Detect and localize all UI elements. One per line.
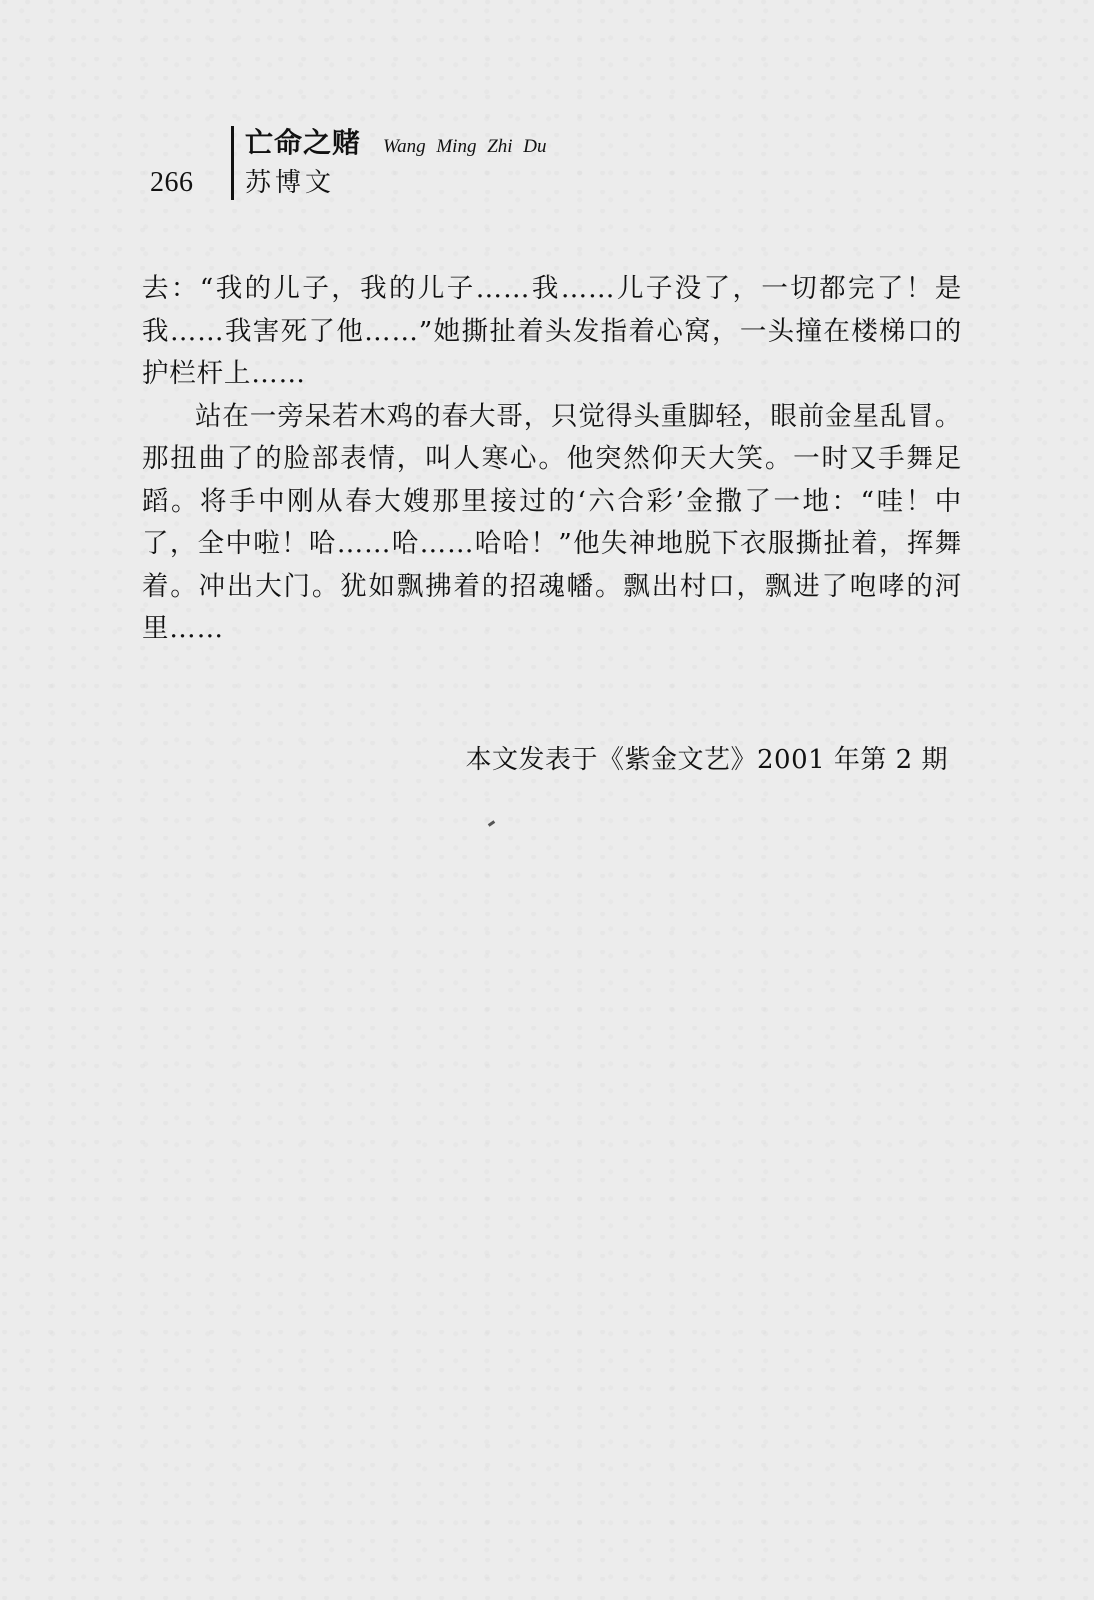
- title-row: [245, 126, 547, 164]
- print-speck: [488, 820, 495, 826]
- story-title-pinyin: Wang Ming Zhi Du: [383, 136, 547, 157]
- page-number: 266: [150, 167, 194, 198]
- author-name: 苏博文: [245, 168, 336, 198]
- header-divider: [231, 126, 234, 200]
- publication-source-note: 本文发表于《紫金文艺》2001 年第 2 期: [465, 745, 948, 775]
- paragraph: 站在一旁呆若木鸡的春大哥，只觉得头重脚轻，眼前金星乱冒。那扭曲了的脸部表情，叫人寒心。他突然仰天大笑。一时又手舞足蹈。将手中刚从春大嫂那里接过的‘六合彩’金撒了一地：“哇！中了，全中啦！哈……哈……哈哈！”他失神地脱下衣服撕扯着，挥舞着。冲出大门。犹如飘拂着的招魂幡。飘出村口，飘进了咆哮的河里……: [142, 400, 962, 644]
- story-title: 亡命之赌: [245, 126, 362, 159]
- paragraph-continued: 去：“我的儿子，我的儿子……我……儿子没了，一切都完了！是我……我害死了他……”她撕扯着头发指着心窝，一头撞在楼梯口的护栏杆上……: [142, 273, 962, 389]
- body-text: [142, 268, 962, 651]
